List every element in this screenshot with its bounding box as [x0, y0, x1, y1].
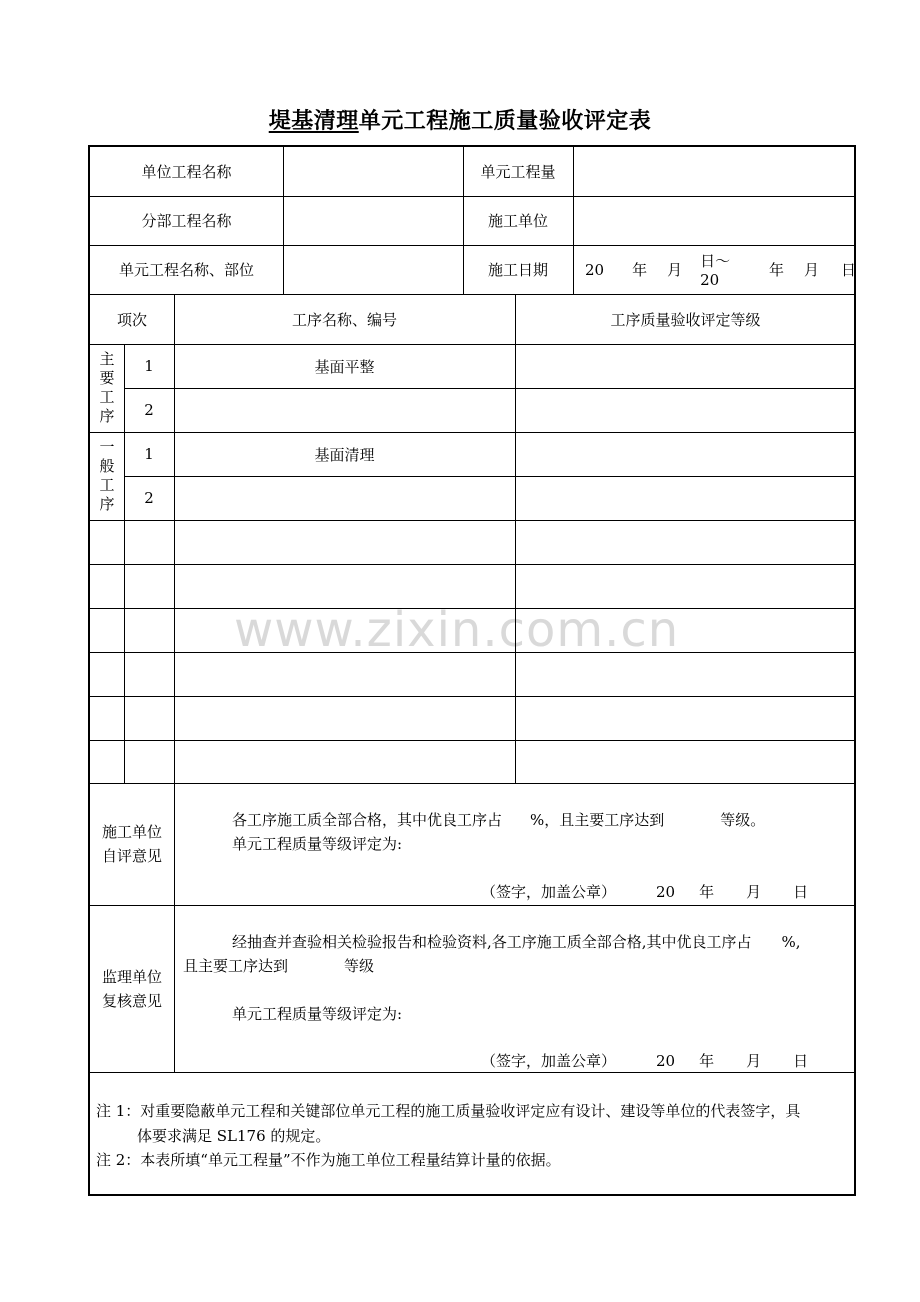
general-process-no-1: 1 — [144, 445, 154, 463]
supervisor-line1: 经抽查并查验相关检验报告和检验资料,各工序施工质全部合格,其中优良工序占 %, — [232, 933, 801, 951]
main-process-label: 主 要 工 序 — [99, 350, 115, 425]
date-from-year: 20 — [585, 260, 605, 279]
title-project-type: 堤基清理 — [268, 108, 359, 134]
self-eval-line2: 单元工程质量等级评定为: — [232, 835, 403, 853]
element-name-value[interactable] — [283, 245, 463, 294]
date-day2-char: 日 — [840, 261, 856, 279]
general-process-no-2: 2 — [144, 489, 154, 507]
note-2: 注 2：本表所填“单元工程量”不作为施工单位工程量结算计量的依据。 — [96, 1151, 561, 1169]
unit-project-value[interactable] — [283, 147, 463, 196]
element-qty-label: 单元工程量 — [480, 163, 556, 181]
process-header: 工序名称、编号 — [291, 310, 397, 329]
note-1: 注 1：对重要隐蔽单元工程和关键部位单元工程的施工质量验收评定应有设计、建设等单位的代表签字，具 — [96, 1102, 801, 1120]
date-month-char: 月 — [667, 261, 683, 279]
main-process-no-1: 1 — [144, 357, 154, 375]
date-day-to: 日～20 — [700, 252, 731, 289]
general-process-name-1: 基面清理 — [314, 445, 375, 464]
form-table — [88, 145, 856, 1196]
unit-project-label: 单位工程名称 — [141, 163, 232, 181]
supervisor-line2: 单元工程质量等级评定为: — [232, 1005, 403, 1023]
element-name-label: 单元工程名称、部位 — [118, 261, 254, 279]
grade-header: 工序质量验收评定等级 — [610, 310, 761, 329]
supervisor-label: 监理单位 复核意见 — [101, 967, 162, 1010]
construction-date-label: 施工日期 — [487, 261, 548, 279]
self-eval-label: 施工单位 自评意见 — [101, 823, 162, 865]
date-year-char: 年 — [632, 261, 648, 279]
main-process-no-2: 2 — [144, 401, 154, 419]
construction-unit-value[interactable] — [573, 196, 856, 245]
form-title — [0, 104, 920, 135]
supervisor-sign: （签字，加盖公章） 20 年 月 日 — [481, 1052, 809, 1070]
self-eval-sign: （签字，加盖公章） 20 年 月 日 — [481, 883, 809, 901]
construction-date-value[interactable] — [573, 245, 856, 294]
general-process-label: 一 般 工 序 — [99, 438, 115, 513]
title-rest: 单元工程施工质量验收评定表 — [358, 108, 652, 134]
self-eval-line1: 各工序施工质全部合格，其中优良工序占 %，且主要工序达到 等级。 — [232, 811, 766, 829]
main-process-name-1: 基面平整 — [314, 357, 375, 376]
item-header: 项次 — [116, 310, 147, 329]
watermark: www.zixin.com.cn — [234, 602, 680, 658]
note-1-cont: 体要求满足 SL176 的规定。 — [137, 1127, 331, 1145]
sub-project-value[interactable] — [283, 196, 463, 245]
date-month2-char: 月 — [803, 261, 819, 279]
element-qty-value[interactable] — [573, 147, 856, 196]
date-year2-char: 年 — [768, 261, 784, 279]
supervisor-line1b: 且主要工序达到 等级 — [183, 957, 375, 975]
construction-unit-label: 施工单位 — [487, 212, 548, 230]
sub-project-label: 分部工程名称 — [141, 212, 232, 230]
